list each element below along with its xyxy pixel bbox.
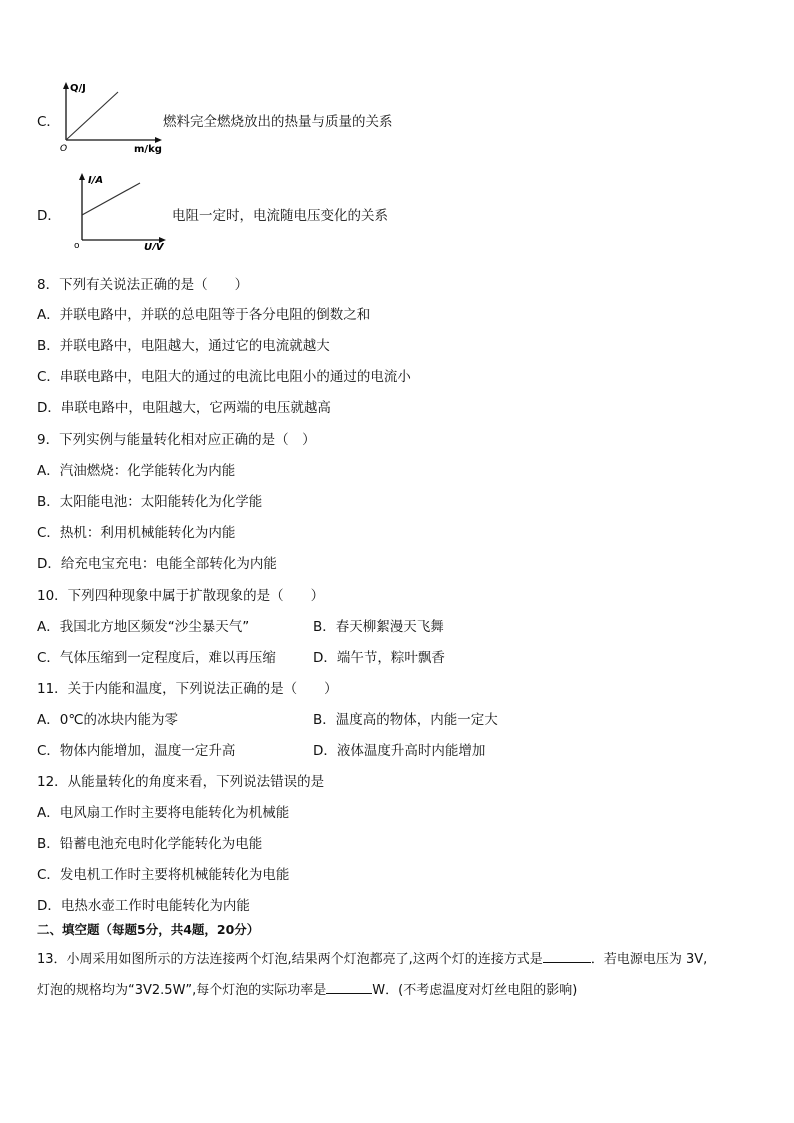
q7-option-c-text: 燃料完全燃烧放出的热量与质量的关系 (163, 114, 393, 130)
q13-line-2-text: 灯泡的规格均为“3V2.5W”,每个灯泡的实际功率是 (37, 983, 327, 998)
q7c-ylabel: Q/J (70, 83, 86, 94)
q13-line-1-text: 13．小周采用如图所示的方法连接两个灯泡,结果两个灯泡都亮了,这两个灯的连接方式是 (37, 952, 543, 967)
answer-blank-2[interactable] (326, 981, 372, 994)
q9-option-c: C．热机：利用机械能转化为内能 (37, 525, 236, 541)
q12-option-b: B．铅蓄电池充电时化学能转化为电能 (37, 836, 263, 852)
q11-option-b: B．温度高的物体，内能一定大 (313, 712, 498, 728)
q8-stem: 8．下列有关说法正确的是（ ） (37, 277, 249, 293)
q7c-xlabel: m/kg (134, 144, 162, 154)
q12-stem: 12．从能量转化的角度来看，下列说法错误的是 (37, 774, 325, 790)
q13-line-2-end: W．(不考虑温度对灯丝电阻的影响) (372, 983, 578, 998)
q7-option-c-graph (58, 80, 168, 154)
q11-option-c: C．物体内能增加，温度一定升高 (37, 743, 236, 759)
q13-line-1-end: ．若电源电压为 3V, (590, 952, 708, 967)
q11-option-a: A．0℃的冰块内能为零 (37, 712, 178, 728)
q10-option-b: B．春天柳絮漫天飞舞 (313, 619, 444, 635)
q8-option-c: C．串联电路中，电阻大的通过的电流比电阻小的通过的电流小 (37, 369, 411, 385)
section-heading: 二、填空题（每题5分，共4题，20分） (37, 922, 260, 937)
answer-blank-1[interactable] (543, 950, 591, 963)
q11-stem: 11．关于内能和温度，下列说法正确的是（ ） (37, 681, 338, 697)
q7-option-d-graph (70, 170, 170, 250)
q7d-ylabel: I/A (88, 175, 104, 186)
q9-option-b: B．太阳能电池：太阳能转化为化学能 (37, 494, 263, 510)
q12-option-c: C．发电机工作时主要将机械能转化为电能 (37, 867, 290, 883)
q9-option-a: A．汽油燃烧：化学能转化为内能 (37, 463, 236, 479)
q8-option-a: A．并联电路中，并联的总电阻等于各分电阻的倒数之和 (37, 307, 371, 323)
q13-line-2 (37, 979, 577, 998)
q9-option-d: D．给充电宝充电：电能全部转化为内能 (37, 556, 277, 572)
q8-option-b: B．并联电路中，电阻越大，通过它的电流就越大 (37, 338, 330, 354)
q7c-origin: O (60, 144, 68, 154)
q7-option-c-letter: C． (37, 114, 60, 130)
q7d-origin: o (74, 241, 80, 250)
q10-option-c: C．气体压缩到一定程度后，难以再压缩 (37, 650, 276, 666)
q12-option-d: D．电热水壶工作时电能转化为内能 (37, 898, 250, 914)
q7-option-d-text: 电阻一定时，电流随电压变化的关系 (172, 208, 388, 224)
q13-line-1 (37, 948, 707, 967)
q10-option-d: D．端午节，粽叶飘香 (313, 650, 445, 666)
q10-stem: 10．下列四种现象中属于扩散现象的是（ ） (37, 588, 325, 604)
q7-option-d-letter: D． (37, 208, 61, 224)
q7d-xlabel: U/V (144, 242, 164, 250)
q10-option-a: A．我国北方地区频发“沙尘暴天气” (37, 619, 250, 635)
q11-option-d: D．液体温度升高时内能增加 (313, 743, 486, 759)
q8-option-d: D．串联电路中，电阻越大，它两端的电压就越高 (37, 400, 331, 416)
q9-stem: 9．下列实例与能量转化相对应正确的是（ ） (37, 432, 316, 448)
q12-option-a: A．电风扇工作时主要将电能转化为机械能 (37, 805, 290, 821)
